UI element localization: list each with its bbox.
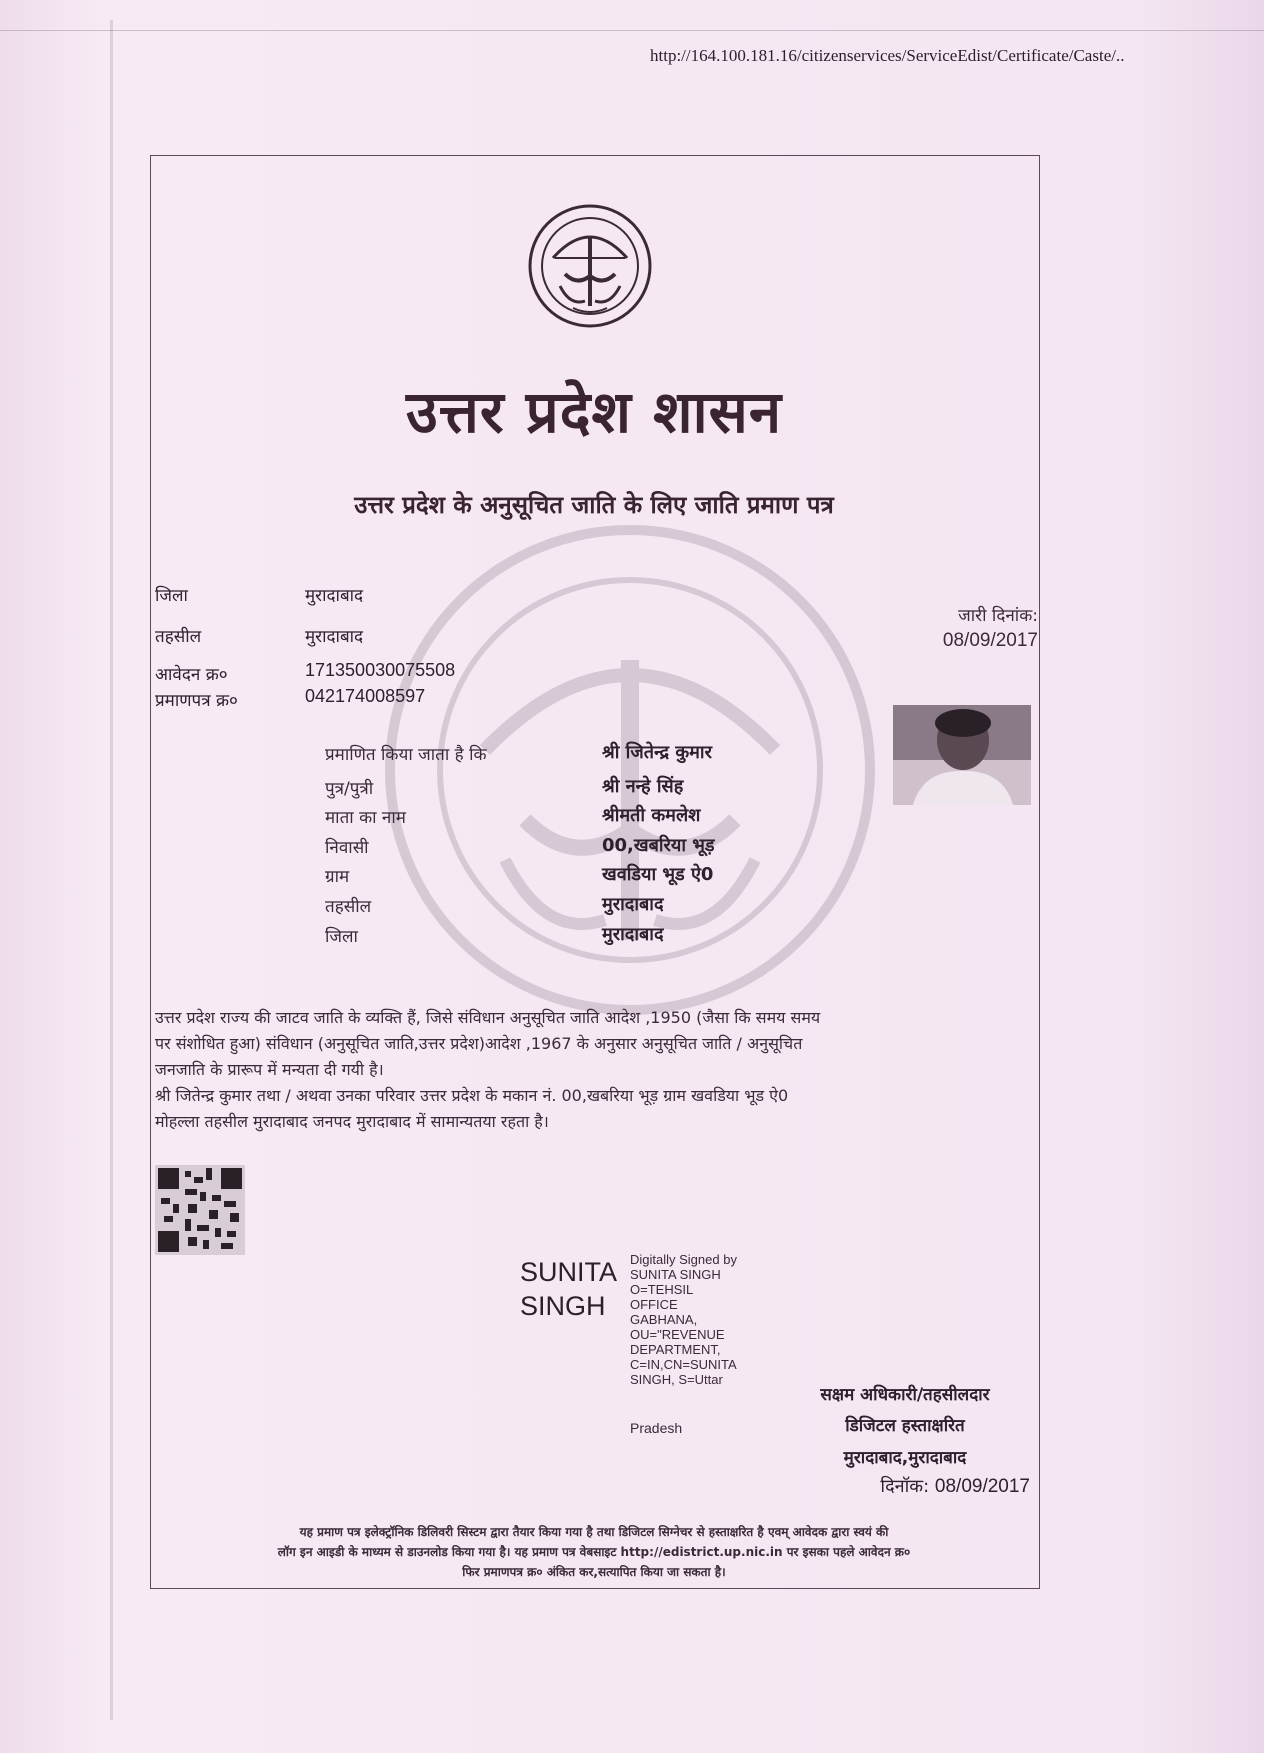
signature-detail-line: DEPARTMENT, — [630, 1342, 721, 1357]
caste-declaration — [155, 1005, 1025, 1135]
authority-date — [780, 1474, 1030, 1498]
signature-state: Pradesh — [630, 1420, 683, 1436]
signature-detail-line: OU="REVENUE — [630, 1327, 725, 1342]
footer-line: फिर प्रमाणपत्र क्र० अंकित कर,सत्यापित किया जा सकता है। — [462, 1565, 726, 1579]
signature-detail-line: SINGH, S=Uttar — [630, 1372, 723, 1387]
parent-label: पुत्र/पुत्री — [325, 779, 374, 799]
issue-date-value: 08/09/2017 — [942, 630, 1038, 651]
page-url[interactable]: http://164.100.181.16/citizenservices/ServiceEdist/Certificate/Caste/.. — [650, 46, 1125, 65]
qr-code — [155, 1165, 245, 1255]
signature-detail-line: OFFICE — [630, 1297, 678, 1312]
footer-line: लॉग इन आइडी के माध्यम से डाउनलोड किया गया है। यह प्रमाण पत्र वेबसाइट http://edistrict.up.nic.in पर इसका पहले आवेदन क्र० — [277, 1545, 911, 1559]
signature-detail-line: SUNITA SINGH — [630, 1267, 721, 1282]
signature-detail-line: Digitally Signed by — [630, 1252, 737, 1267]
mother-name: श्रीमती कमलेश — [602, 805, 701, 826]
cert-tehsil-label: तहसील — [325, 897, 372, 917]
signature-detail-line: C=IN,CN=SUNITA — [630, 1357, 737, 1372]
signature-detail-line: O=TEHSIL — [630, 1282, 694, 1297]
district-label: जिला — [155, 586, 188, 606]
scan-artifact — [110, 20, 113, 1720]
tehsil-value: मुरादाबाद — [305, 627, 364, 647]
applicant-photo — [893, 705, 1031, 805]
footer-line: यह प्रमाण पत्र इलेक्ट्रॉनिक डिलिवरी सिस्टम द्वारा तैयार किया गया है तथा डिजिटल सिग्नेचर से हस्ताक्षरित है एवम् आवेदक द्वारा स्वयं की — [299, 1525, 889, 1539]
certificate-no-label: प्रमाणपत्र क्र० — [155, 691, 238, 711]
mother-label: माता का नाम — [325, 808, 406, 828]
resident-value: 00,खबरिया भूड़ — [602, 835, 715, 856]
applicant-name: श्री जितेन्द्र कुमार — [602, 742, 712, 763]
cert-tehsil-value: मुरादाबाद — [602, 894, 664, 915]
signer-name-line: SUNITA — [520, 1257, 618, 1287]
tehsil-label: तहसील — [155, 627, 202, 647]
district-value: मुरादाबाद — [305, 586, 364, 606]
certificate-no-value: 042174008597 — [305, 686, 426, 706]
village-label: ग्राम — [325, 867, 350, 887]
verification-footer — [150, 1522, 1038, 1582]
caste-declaration-line: उत्तर प्रदेश राज्य की जाटव जाति के व्यक्ति हैं, जिसे संविधान अनुसूचित जाति आदेश ,1950 (जैसा कि समय समय — [155, 1008, 821, 1027]
up-government-emblem-icon — [525, 196, 655, 346]
residence-declaration-line: मोहल्ला तहसील मुरादाबाद जनपद मुरादाबाद में सामान्यतया रहता है। — [155, 1112, 549, 1131]
signer-name-line: SINGH — [520, 1291, 606, 1321]
caste-declaration-line: पर संशोधित हुआ) संविधान (अनुसूचित जाति,उत्तर प्रदेश)आदेश ,1967 के अनुसार अनुसूचित जाति / अनुसूचित — [155, 1034, 803, 1053]
signature-detail-line: GABHANA, — [630, 1312, 698, 1327]
issue-date-label: जारी दिनांक: — [958, 606, 1038, 626]
father-name: श्री नन्हे सिंह — [602, 776, 684, 797]
application-no-value: 171350030075508 — [305, 660, 456, 680]
cert-district-label: जिला — [325, 927, 358, 947]
certified-label: प्रमाणित किया जाता है कि — [325, 745, 487, 765]
caste-declaration-line: जनजाति के प्रारूप में मन्यता दी गयी है। — [155, 1060, 384, 1079]
residence-declaration-line: श्री जितेन्द्र कुमार तथा / अथवा उनका परिवार उत्तर प्रदेश के मकान नं. 00,खबरिया भूड़ ग्राम खवडिया भूड ऐ0 — [155, 1086, 789, 1105]
signature-details — [630, 1252, 750, 1387]
authority-title: सक्षम अधिकारी/तहसीलदार — [820, 1385, 990, 1405]
certificate-subtitle: उत्तर प्रदेश के अनुसूचित जाति के लिए जाति प्रमाण पत्र — [354, 491, 834, 519]
village-value: खवडिया भूड ऐ0 — [602, 864, 714, 885]
authority-digital-signed: डिजिटल हस्ताक्षरित — [845, 1416, 965, 1436]
government-title: उत्तर प्रदेश शासन — [405, 378, 783, 446]
signer-name — [520, 1255, 630, 1323]
authority-date-value: 08/09/2017 — [934, 1476, 1030, 1497]
authority-location: मुरादाबाद,मुरादाबाद — [843, 1448, 967, 1468]
scan-artifact — [0, 30, 1264, 31]
resident-label: निवासी — [325, 838, 369, 858]
application-no-label: आवेदन क्र० — [155, 665, 228, 685]
cert-district-value: मुरादाबाद — [602, 924, 664, 945]
authority-date-label: दिनॉक: — [880, 1476, 930, 1497]
